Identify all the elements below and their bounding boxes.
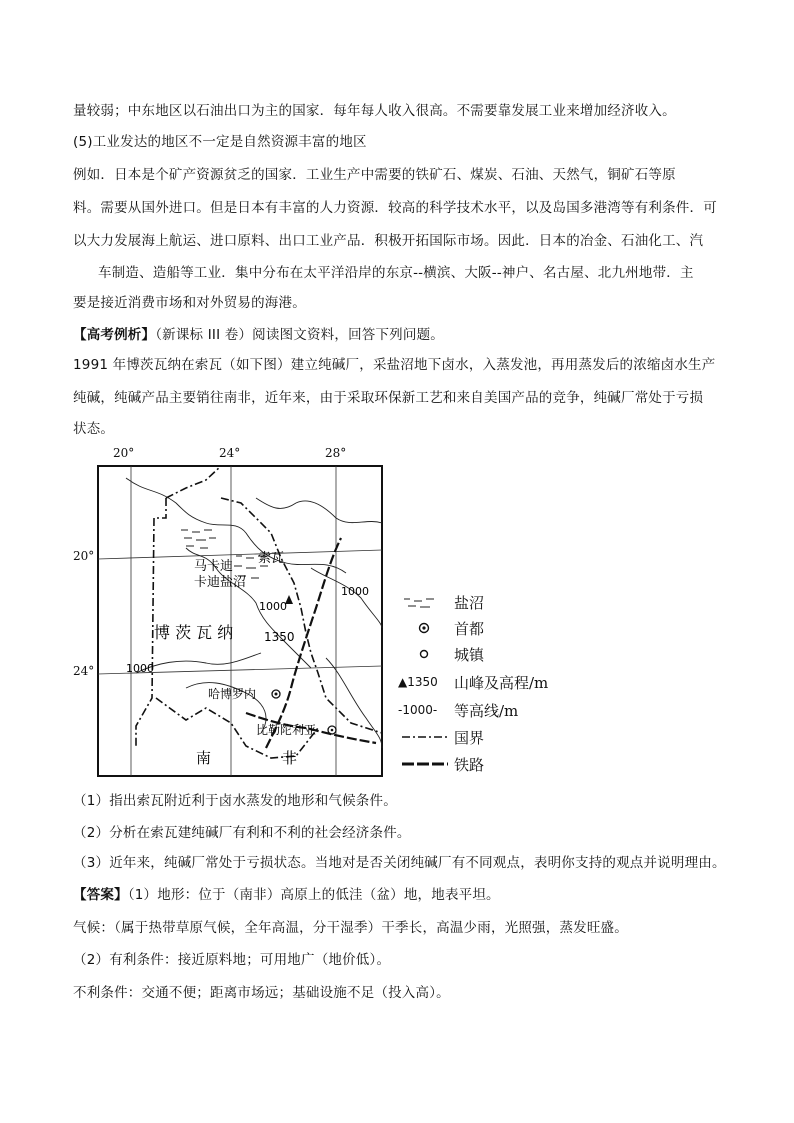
section-heading: (5)工业发达的地区不一定是自然资源丰富的地区 (73, 134, 367, 150)
contour-label: 1000 (126, 662, 154, 675)
paragraph-line: 以大力发展海上航运、进口原料、出口工业产品．积极开拓国际市场。因此．日本的冶金、石油化工、汽 (73, 233, 704, 249)
town-icon (398, 642, 454, 666)
question-item: （2）分析在索瓦建纯碱厂有利和不利的社会经济条件。 (73, 825, 411, 841)
country-label: 博 茨 瓦 纳 (154, 623, 234, 642)
example-intro-line: 1991 年博茨瓦纳在索瓦（如下图）建立纯碱厂，采盐沼地下卤水，入蒸发池，再用蒸发后的浓缩卤水生产 (73, 357, 716, 373)
paragraph-line: 量较弱；中东地区以石油出口为主的国家．每年每人收入很高。不需要靠发展工业来增加经济收入。 (73, 103, 676, 119)
example-source: （新课标 III 卷）阅读图文资料，回答下列问题。 (155, 327, 444, 343)
answer-line: （2）有利条件：接近原料地；可用地广（地价低）。 (73, 952, 391, 968)
town-label: 比勒陀利亚 (256, 723, 317, 737)
parallel-20 (98, 550, 382, 559)
example-intro-line: 状态。 (73, 421, 115, 437)
legend-item (398, 725, 484, 749)
answer-line (73, 886, 500, 904)
legend-label: 等高线/m (454, 701, 519, 720)
answer-line: 气候：（属于热带草原气候，全年高温，分干湿季）干季长，高温少雨，光照强，蒸发旺盛。 (73, 920, 628, 936)
contour-line (126, 478, 346, 573)
legend-item (398, 752, 484, 776)
paragraph-line: 要是接近消费市场和对外贸易的海港。 (73, 295, 306, 311)
railway-icon (398, 752, 454, 776)
legend-label: 盐沼 (454, 593, 485, 612)
paragraph-line: 例如．日本是个矿产资源贫乏的国家．工业生产中需要的铁矿石、煤炭、石油、天然气，铜矿石等原 (73, 167, 676, 183)
place-label: 马卡迪 (194, 559, 234, 574)
contour-line (311, 568, 382, 628)
example-heading (73, 326, 444, 344)
map-legend (398, 588, 598, 778)
contour-label: 1000 (259, 600, 287, 613)
question-item: （3）近年来，纯碱厂常处于亏损状态。当地对是否关闭纯碱厂有不同观点，表明你支持的观点并说明理由。 (73, 855, 726, 871)
paragraph-line: 料。需要从国外进口。但是日本有丰富的人力资源．较高的科学技术水平，以及岛国多港湾等有利条件．可 (73, 200, 717, 216)
lon-label-20: 20° (113, 446, 135, 460)
contour-line (256, 498, 382, 523)
legend-item (398, 670, 548, 694)
legend-item (398, 616, 484, 640)
question-item: （1）指出索瓦附近利于卤水蒸发的地形和气候条件。 (73, 793, 397, 809)
country-label: 南 (196, 749, 212, 767)
answer-tag: 【答案】 (73, 887, 128, 903)
capital-label: 哈博罗内 (208, 687, 257, 701)
paragraph-line: 车制造、造船等工业．集中分布在太平洋沿岸的东京--横滨、大阪--神户、名古屋、北九州地带．主 (98, 265, 694, 281)
border-icon (398, 725, 454, 749)
answer-text: （1）地形：位于（南非）高原上的低洼（盆）地，地表平坦。 (127, 887, 500, 903)
legend-item (398, 642, 484, 666)
capital-icon (398, 616, 454, 640)
lon-label-28: 28° (325, 446, 347, 460)
legend-label: 城镇 (454, 645, 485, 664)
answer-line: 不利条件：交通不便；距离市场远；基础设施不足（投入高）。 (73, 985, 450, 1001)
lon-label-24: 24° (219, 446, 241, 460)
lat-label-24: 24° (73, 664, 95, 678)
salt-marsh-icon (398, 590, 454, 614)
contour-label: 1000 (341, 585, 369, 598)
place-label: 卡迪盐沼 (194, 575, 247, 590)
legend-label: 铁路 (454, 755, 485, 774)
legend-label: 国界 (454, 728, 485, 747)
example-intro-line: 纯碱，纯碱产品主要销往南非，近年来，由于采取环保新工艺和来自美国产品的竞争，纯碱厂常处于亏损 (73, 390, 704, 406)
legend-label: 山峰及高程/m (454, 673, 549, 692)
country-label: 非 (282, 749, 298, 767)
border-north (166, 466, 221, 498)
legend-item (398, 698, 518, 722)
map-frame (98, 466, 382, 776)
lat-label-20: 20° (73, 549, 95, 563)
peak-icon: ▲1350 (398, 675, 438, 689)
example-tag: 【高考例析】 (73, 327, 156, 343)
botswana-map (96, 458, 396, 778)
place-label: 索瓦 (258, 551, 285, 566)
peak-label: 1350 (264, 630, 295, 644)
legend-item (398, 590, 484, 614)
legend-label: 首都 (454, 619, 485, 638)
contour-icon: -1000- (398, 703, 438, 717)
map-svg (96, 458, 396, 778)
